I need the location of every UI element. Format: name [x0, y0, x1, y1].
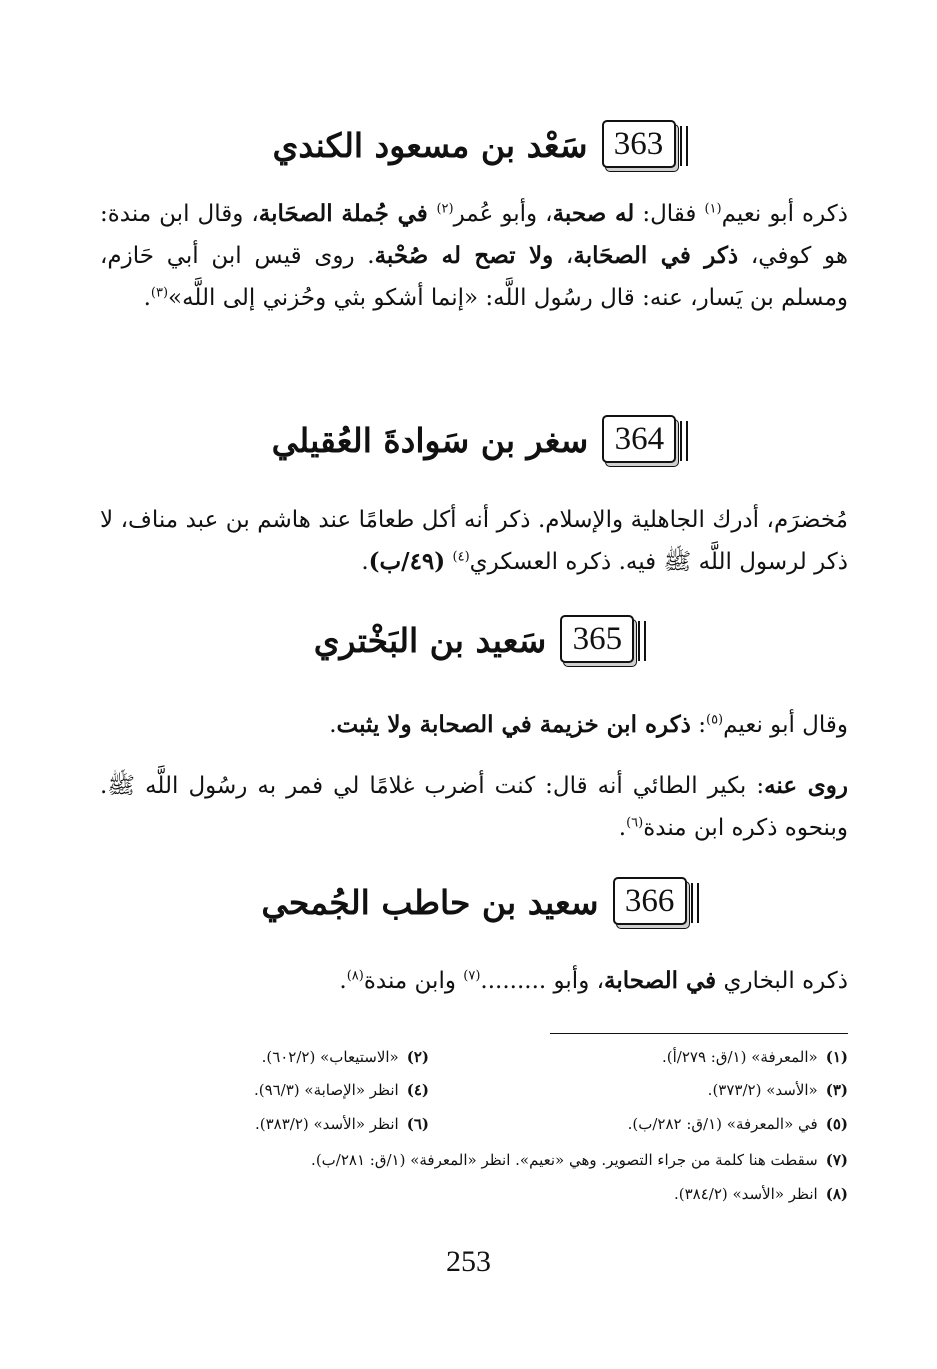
body-text: . — [329, 712, 337, 738]
entry-number-box — [602, 415, 678, 465]
footnote-text: سقطت هنا كلمة من جراء التصوير. وهي «نعيم». انظر «المعرفة» (١/ق: ٢٨١/ب). — [311, 1151, 818, 1169]
footnote-item — [262, 1047, 429, 1067]
body-text: فقال: — [634, 201, 705, 227]
entry-header — [100, 615, 850, 665]
footnote-item — [674, 1184, 848, 1204]
body-text: ذكره أبو نعيم — [721, 201, 848, 227]
body-text: . — [618, 815, 627, 841]
body-text: ، — [553, 243, 574, 269]
footnote-key: (٢) — [406, 1048, 429, 1066]
entry-name: سعيد بن حاطب الجُمحي — [261, 882, 599, 922]
body-text: . روى قيس ابن أبي حَازم، ومسلم بن يَسار، عنه: قال رسُول اللَّه: «إنما أشكو بثي وحُزني إلى اللَّه» — [100, 243, 848, 311]
footnote-text: انظر «الإصابة» (٩٦/٣). — [253, 1081, 399, 1099]
page-number: 253 — [446, 1245, 491, 1278]
entry-header — [100, 120, 850, 170]
footnote-key: (٤) — [406, 1081, 429, 1099]
body-text: مُخضرَم، أدرك الجاهلية والإسلام. ذكر أنه أكل طعامًا عند هاشم بن عبد مناف، لا ذكر لرسول اللَّه ﷺ فيه. ذكره العسكري — [100, 507, 848, 575]
body-text — [445, 549, 452, 575]
body-text: ، وأبو عُمر — [453, 201, 553, 227]
bold-text: له صحبة — [552, 200, 635, 227]
entry-number: 365 — [572, 620, 623, 657]
body-text: . — [143, 285, 151, 311]
bold-text: في جُملة الصحَابة — [258, 200, 437, 227]
entry-paragraph — [100, 960, 848, 1002]
body-text: ذكره البخاري — [716, 968, 848, 994]
footnote-ref: (١) — [704, 201, 722, 217]
bold-text: ذكره ابن خزيمة في الصحابة ولا يثبت — [336, 711, 691, 738]
bold-text: في الصحابة — [604, 967, 717, 994]
entry-header — [100, 415, 850, 465]
entry-paragraph — [100, 704, 848, 746]
bold-text: ولا تصح له صُحْبة — [374, 242, 554, 269]
footnote-text: انظر «الأسد» (٣٨٣/٢). — [254, 1115, 399, 1133]
bold-text: روى عنه — [764, 772, 849, 799]
body-text: : بكير الطائي أنه قال: كنت أضرب غلامًا لي فمر به رسُول اللَّه ﷺ. وبنحوه ذكره ابن مندة — [100, 773, 848, 841]
body-text: ، وقال ابن مندة: هو كوفي، — [100, 201, 849, 269]
footnote-text: في «المعرفة» (١/ق: ٢٨٢/ب). — [627, 1115, 818, 1133]
footnote-ref: (٨) — [346, 968, 364, 984]
entry-name: سَعيد بن البَخْتري — [313, 620, 547, 660]
bold-text: (٤٩/ب) — [368, 548, 446, 575]
footnote-item — [255, 1114, 429, 1134]
entry-paragraph — [100, 499, 848, 583]
footnote-separator — [550, 1033, 848, 1034]
body-text: وقال أبو نعيم — [723, 712, 848, 738]
entry-header — [100, 877, 850, 927]
entry-number-box — [602, 120, 678, 170]
bold-text: ذكر في الصحَابة — [573, 242, 739, 269]
entry-name: سغر بن سَوادةَ العُقيلي — [271, 420, 589, 460]
footnote-item — [628, 1114, 848, 1134]
footnote-text: «المعرفة» (١/ق: ٢٧٩/أ). — [662, 1048, 818, 1066]
body-text: . — [339, 968, 347, 994]
footnote-item — [254, 1080, 429, 1100]
entry-paragraph — [100, 765, 848, 849]
entry-number-box — [560, 615, 636, 665]
body-text: : — [690, 712, 706, 738]
footnote-key: (١) — [825, 1048, 848, 1066]
body-text: . — [361, 549, 369, 575]
footnote-key: (٨) — [825, 1185, 848, 1203]
footnote-key: (٥) — [825, 1115, 848, 1133]
footnote-key: (٦) — [406, 1115, 429, 1133]
footnote-text: «الأسد» (٣٧٣/٢). — [707, 1081, 818, 1099]
footnote-ref: (٢) — [436, 201, 454, 217]
footnote-item — [662, 1047, 848, 1067]
entry-number-box — [613, 877, 689, 927]
footnote-text: انظر «الأسد» (٣٨٤/٢). — [673, 1185, 818, 1203]
footnote-item — [708, 1080, 848, 1100]
footnote-key: (٧) — [825, 1151, 848, 1169]
entry-number: 364 — [614, 420, 665, 457]
footnote-ref: (٦) — [626, 815, 644, 831]
entry-number: 363 — [613, 125, 664, 162]
footnote-ref: (٣) — [150, 285, 169, 301]
footnote-ref: (٤) — [452, 549, 470, 565]
body-text: وابن مندة — [363, 968, 464, 994]
footnote-text: «الاستيعاب» (٦٠٢/٢). — [261, 1048, 399, 1066]
entry-paragraph — [100, 193, 848, 319]
entry-name: سَعْد بن مسعود الكندي — [272, 125, 588, 165]
footnote-ref: (٥) — [705, 712, 724, 728]
footnote-ref: (٧) — [463, 968, 481, 984]
footnote-key: (٣) — [825, 1081, 848, 1099]
body-text: ، وأبو ......... — [480, 968, 605, 994]
entry-number: 366 — [624, 882, 675, 919]
footnote-item — [311, 1150, 848, 1170]
